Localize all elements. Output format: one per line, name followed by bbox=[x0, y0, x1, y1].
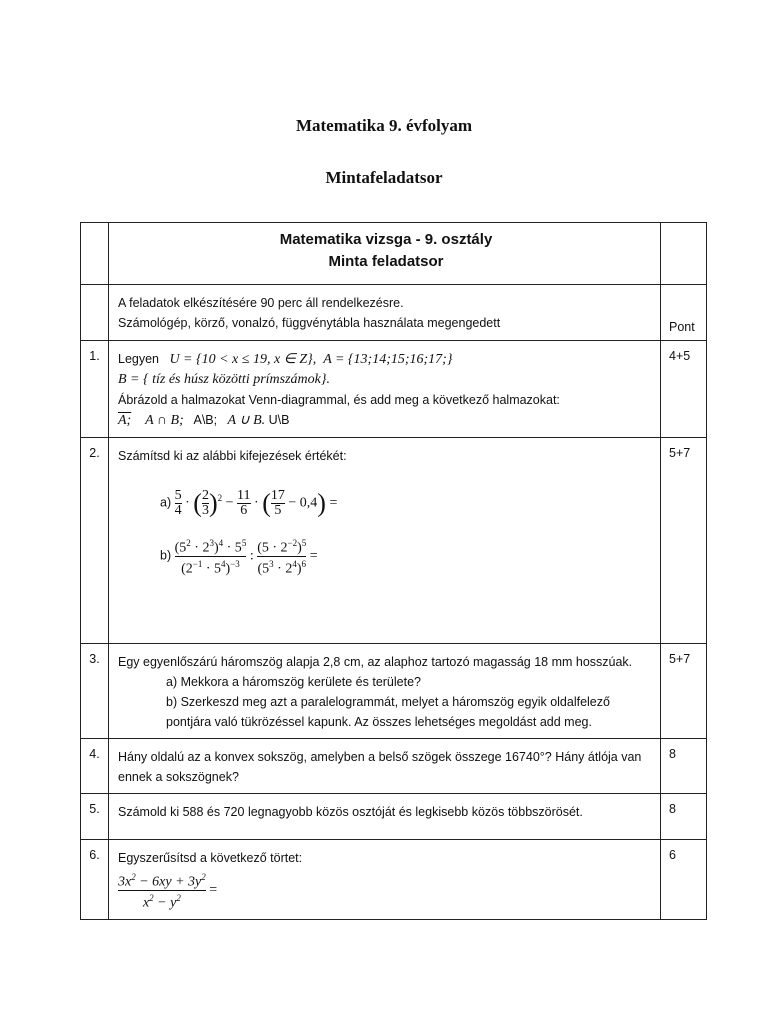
task-number: 4. bbox=[81, 739, 109, 794]
task1-item-a: A; bbox=[118, 413, 132, 428]
task-row bbox=[81, 438, 707, 644]
task-content bbox=[109, 794, 661, 840]
task-number: 5. bbox=[81, 794, 109, 840]
task-content bbox=[109, 840, 661, 920]
intro-line2: Számológép, körző, vonalzó, függvénytábla használata megengedett bbox=[118, 316, 501, 330]
task-row bbox=[81, 794, 707, 840]
task3-sub-a: a) Mekkora a háromszög kerülete és területe? bbox=[166, 675, 421, 689]
task-content bbox=[109, 341, 661, 438]
task-row bbox=[81, 840, 707, 920]
task1-set-U: U = {10 < x ≤ 19, x ∈ Z}, bbox=[169, 352, 317, 367]
intro-line1: A feladatok elkészítésére 90 perc áll rendelkezésre. bbox=[118, 296, 404, 310]
task1-item-d: A ∪ B. bbox=[227, 413, 266, 428]
exam-table bbox=[80, 222, 707, 920]
document-subtitle: Mintafeladatsor bbox=[325, 168, 443, 187]
task-content bbox=[109, 739, 661, 794]
expression-b: b) $\frac{(5^2 \cdot 2^3)^4 \cdot 5^5}{(2^{-1} \cdot 5^4)^{-3}}$ : $\frac{(5 \cdot 2^{-2})^5}{(5^3 \cdot 2^4)^6}$ = bbox=[160, 537, 318, 577]
task-points: 6 bbox=[661, 840, 707, 920]
table-header-row bbox=[81, 223, 707, 285]
intro-text bbox=[109, 285, 661, 341]
exam-header-line2: Minta feladatsor bbox=[328, 253, 444, 270]
task-points: 8 bbox=[661, 794, 707, 840]
task1-item-e: U\B bbox=[268, 413, 290, 427]
task-points: 5+7 bbox=[661, 438, 707, 644]
task5-text: Számold ki 588 és 720 legnagyobb közös osztóját és legkisebb közös többszörösét. bbox=[118, 805, 583, 819]
task1-set-B: B = { tíz és húsz közötti prímszámok}. bbox=[118, 372, 330, 387]
task1-item-c: A\B; bbox=[193, 413, 218, 427]
task-points: 5+7 bbox=[661, 644, 707, 739]
expression-a: a) $\frac{5}{4}$ · ( $\frac{2}{3}$ )$^2$ − $\frac{11}{6}$ · ( $\frac{17}{5}$ − 0,4) = bbox=[160, 487, 338, 518]
task2-instruction: Számítsd ki az alábbi kifejezések értékét: bbox=[118, 449, 347, 463]
task6-text: Egyszerűsítsd a következő törtet: bbox=[118, 851, 303, 865]
task3-text: Egy egyenlőszárú háromszög alapja 2,8 cm, az alaphoz tartozó magasság 18 mm hosszúak. bbox=[118, 655, 633, 669]
task-row bbox=[81, 739, 707, 794]
task-row bbox=[81, 341, 707, 438]
task6-fraction: $\frac{3x^2 - 6xy + 3y^2}{x^2 - y^2}$ = bbox=[118, 872, 218, 911]
points-header: Pont bbox=[661, 285, 707, 341]
task-row bbox=[81, 644, 707, 739]
document-title: Matematika 9. évfolyam bbox=[295, 116, 473, 135]
task-number: 3. bbox=[81, 644, 109, 739]
exam-header bbox=[109, 223, 661, 285]
task-points: 8 bbox=[661, 739, 707, 794]
expression-b-label: b) bbox=[160, 548, 172, 563]
expression-a-label: a) bbox=[160, 495, 172, 510]
task3-sub-b1: b) Szerkeszd meg azt a paralelogrammát, melyet a háromszög egyik oldalfelező bbox=[166, 695, 610, 709]
task-number: 1. bbox=[81, 341, 109, 438]
task3-sub-b2: pontjára való tükrözéssel kapunk. Az összes lehetséges megoldást add meg. bbox=[166, 715, 592, 729]
task-number: 2. bbox=[81, 438, 109, 644]
task1-instruction: Ábrázold a halmazokat Venn-diagrammal, és add meg a következő halmazokat: bbox=[118, 393, 560, 407]
task-number: 6. bbox=[81, 840, 109, 920]
task4-line1: Hány oldalú az a konvex sokszög, amelyben a belső szögek összege 16740°? Hány átlója van bbox=[118, 750, 642, 764]
task-content bbox=[109, 644, 661, 739]
task1-item-b: A ∩ B; bbox=[145, 413, 184, 428]
exam-header-line1: Matematika vizsga - 9. osztály bbox=[279, 231, 493, 248]
task-content bbox=[109, 438, 661, 644]
task1-prefix: Legyen bbox=[118, 352, 160, 366]
task4-line2: ennek a sokszögnek? bbox=[118, 770, 239, 784]
task-points: 4+5 bbox=[661, 341, 707, 438]
intro-row bbox=[81, 285, 707, 341]
task1-set-A: A = {13;14;15;16;17;} bbox=[323, 352, 453, 367]
